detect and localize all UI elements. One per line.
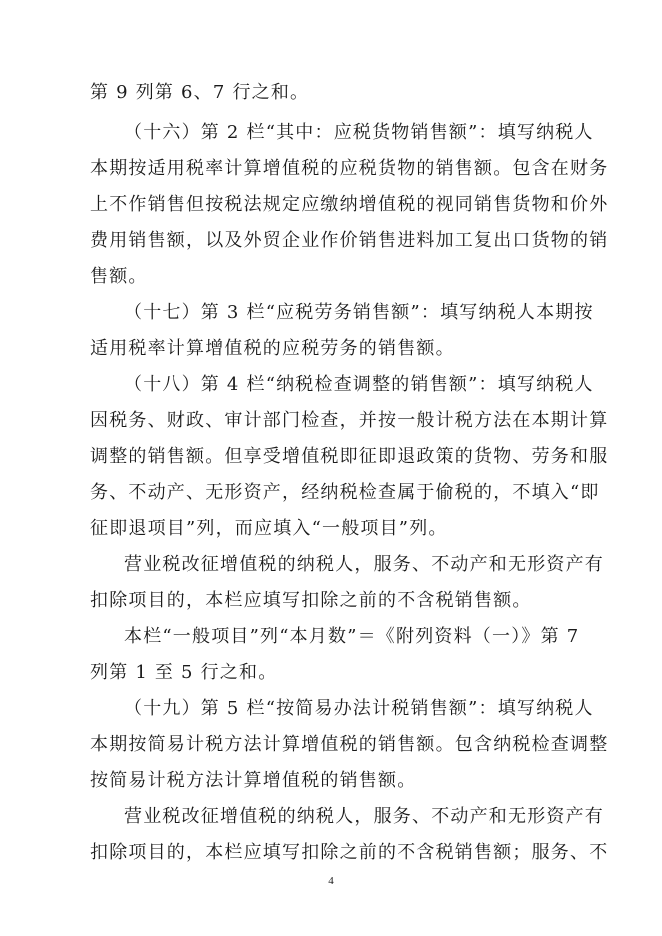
paragraph-line: 上不作销售但按税法规定应缴纳增值税的视同销售货物和价外 [90,194,609,215]
paragraph-line: 因税务、财政、审计部门检查，并按一般计税方法在本期计算 [90,410,609,431]
paragraph-line: 适用税率计算增值税的应税劳务的销售额。 [90,338,455,359]
paragraph-line: 营业税改征增值税的纳税人，服务、不动产和无形资产有 [124,806,604,827]
page-number: 4 [328,875,334,887]
paragraph-line: 扣除项目的，本栏应填写扣除之前的不含税销售额；服务、不 [90,842,609,863]
paragraph-line: 本期按适用税率计算增值税的应税货物的销售额。包含在财务 [90,158,609,179]
paragraph-line: 售额。 [90,266,148,287]
paragraph-line: 征即退项目”列，而应填入“一般项目”列。 [90,518,448,539]
paragraph-line: 本期按简易计税方法计算增值税的销售额。包含纳税检查调整 [90,734,609,755]
paragraph-line: （十七）第 3 栏“应税劳务销售额”：填写纳税人本期按 [124,302,594,323]
paragraph-line: 扣除项目的，本栏应填写扣除之前的不含税销售额。 [90,590,532,611]
paragraph-line: 本栏“一般项目”列“本月数”＝《附列资料（一）》第 7 [124,626,580,647]
paragraph-line: （十九）第 5 栏“按简易办法计税销售额”：填写纳税人 [124,698,594,719]
paragraph-line: 费用销售额，以及外贸企业作价销售进料加工复出口货物的销 [90,230,609,251]
paragraph-line: 第 9 列第 6、7 行之和。 [90,82,310,103]
paragraph-line: 列第 1 至 5 行之和。 [90,662,278,683]
paragraph-line: 按简易计税方法计算增值税的销售额。 [90,770,417,791]
paragraph-line: （十八）第 4 栏“纳税检查调整的销售额”：填写纳税人 [124,374,594,395]
paragraph-line: 营业税改征增值税的纳税人，服务、不动产和无形资产有 [124,554,604,575]
paragraph-line: （十六）第 2 栏“其中：应税货物销售额”：填写纳税人 [124,122,594,143]
paragraph-line: 调整的销售额。但享受增值税即征即退政策的货物、劳务和服 [90,446,609,467]
paragraph-line: 务、不动产、无形资产，经纳税检查属于偷税的，不填入“即 [90,482,600,503]
